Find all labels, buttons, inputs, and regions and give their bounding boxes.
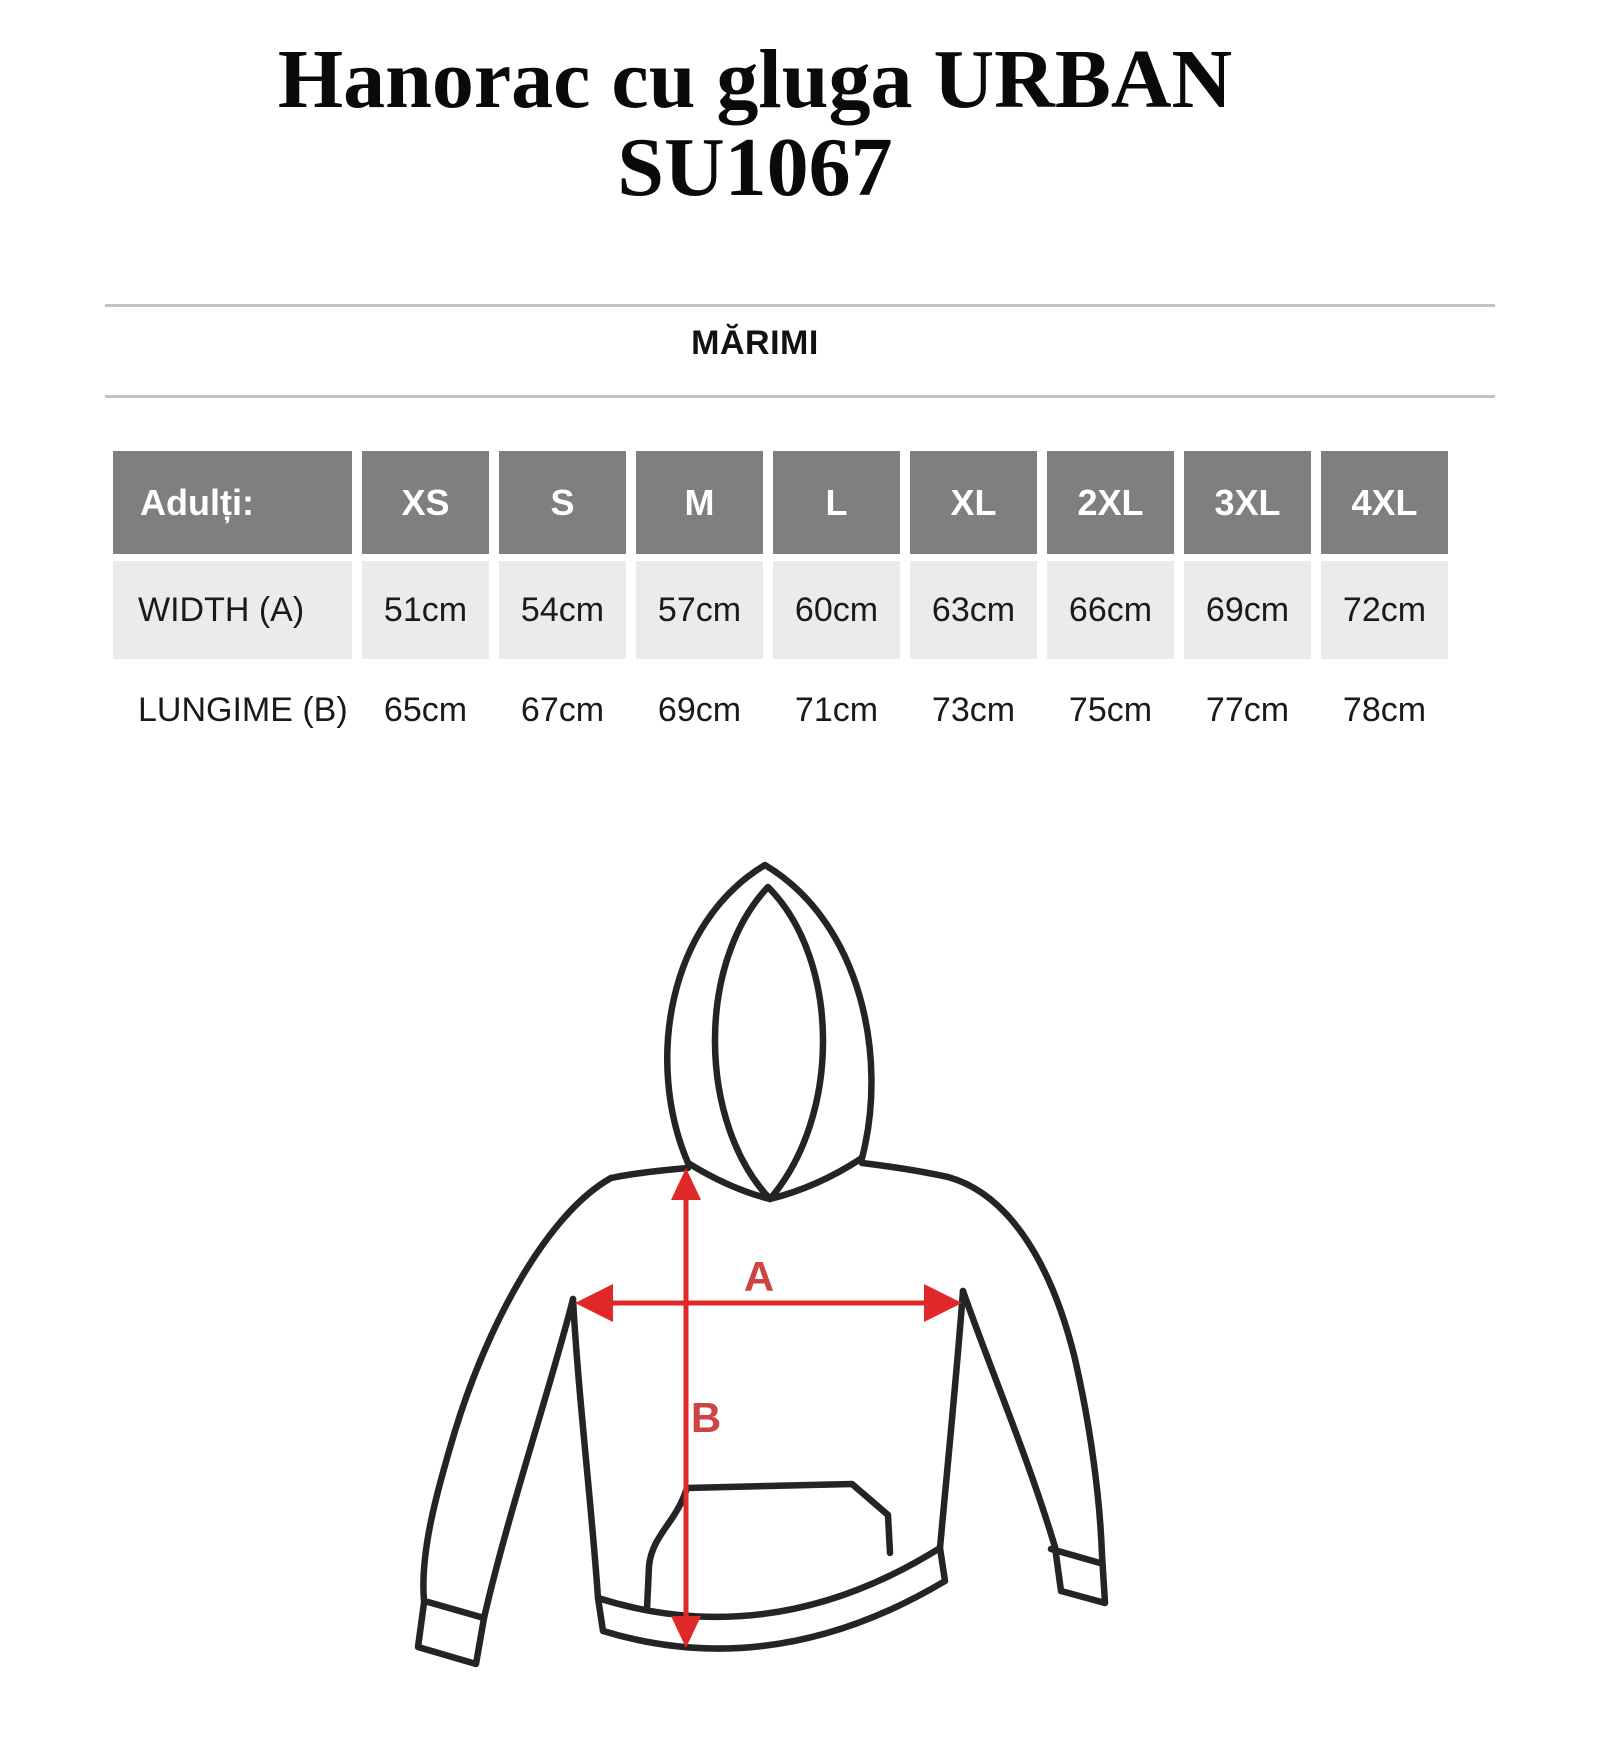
length-value-m: 69cm [657, 690, 742, 729]
length-value-xs: 65cm [383, 690, 468, 729]
header-size-3xl: 3XL [1184, 451, 1311, 554]
shoulder-left [611, 1168, 688, 1178]
shoulder-right [862, 1163, 948, 1177]
size-table-header-row [113, 451, 1448, 554]
sleeve-left-inner [484, 1299, 573, 1618]
width-value-xs: 51cm [362, 561, 489, 659]
header-adults: Adulți: [113, 451, 352, 554]
cuff-left [418, 1602, 484, 1664]
header-size-l: L [773, 451, 900, 554]
width-value-2xl: 66cm [1047, 561, 1174, 659]
length-value-3xl: 77cm [1205, 690, 1290, 729]
divider-bottom [105, 395, 1495, 398]
header-size-xl: XL [910, 451, 1037, 554]
length-row [113, 666, 1448, 754]
length-value-l: 71cm [794, 690, 879, 729]
length-value-s: 67cm [520, 690, 605, 729]
length-value-xl: 73cm [931, 690, 1016, 729]
hood-outer-outline [667, 865, 871, 1163]
cuff-right [1051, 1547, 1105, 1603]
width-arrowhead-right [924, 1284, 962, 1322]
length-row-label: LUNGIME (B) [138, 690, 348, 729]
divider-top [105, 304, 1495, 307]
width-row [113, 561, 1448, 659]
sizes-section-heading: MĂRIMI [691, 324, 819, 362]
hoodie-measurement-diagram [400, 791, 1110, 1746]
header-size-s: S [499, 451, 626, 554]
length-measure-label: B [690, 1394, 722, 1441]
body-right-edge [940, 1291, 963, 1548]
header-size-m: M [636, 451, 763, 554]
length-arrowhead-top [671, 1168, 701, 1200]
page [0, 33, 1600, 761]
body-left-edge [573, 1299, 598, 1598]
width-value-xl: 63cm [910, 561, 1037, 659]
width-value-m: 57cm [636, 561, 763, 659]
hood-inner-outline [715, 887, 823, 1199]
length-value-4xl: 78cm [1342, 690, 1427, 729]
width-value-4xl: 72cm [1321, 561, 1448, 659]
size-table [103, 444, 1458, 761]
header-size-2xl: 2XL [1047, 451, 1174, 554]
header-size-4xl: 4XL [1321, 451, 1448, 554]
width-value-s: 54cm [499, 561, 626, 659]
hoodie-diagram-svg [400, 791, 1110, 1746]
width-value-3xl: 69cm [1184, 561, 1311, 659]
page-title-line1: Hanorac cu gluga URBAN [277, 33, 1233, 126]
width-measure-label: A [743, 1253, 775, 1300]
page-title-line2: SU1067 [617, 121, 893, 214]
header-size-xs: XS [362, 451, 489, 554]
width-value-l: 60cm [773, 561, 900, 659]
width-row-label: WIDTH (A) [113, 561, 352, 659]
sleeve-right-outer [948, 1177, 1102, 1555]
width-arrowhead-left [575, 1284, 613, 1322]
page-title [105, 33, 1405, 214]
length-value-2xl: 75cm [1068, 690, 1153, 729]
sleeve-right-inner [963, 1291, 1055, 1547]
